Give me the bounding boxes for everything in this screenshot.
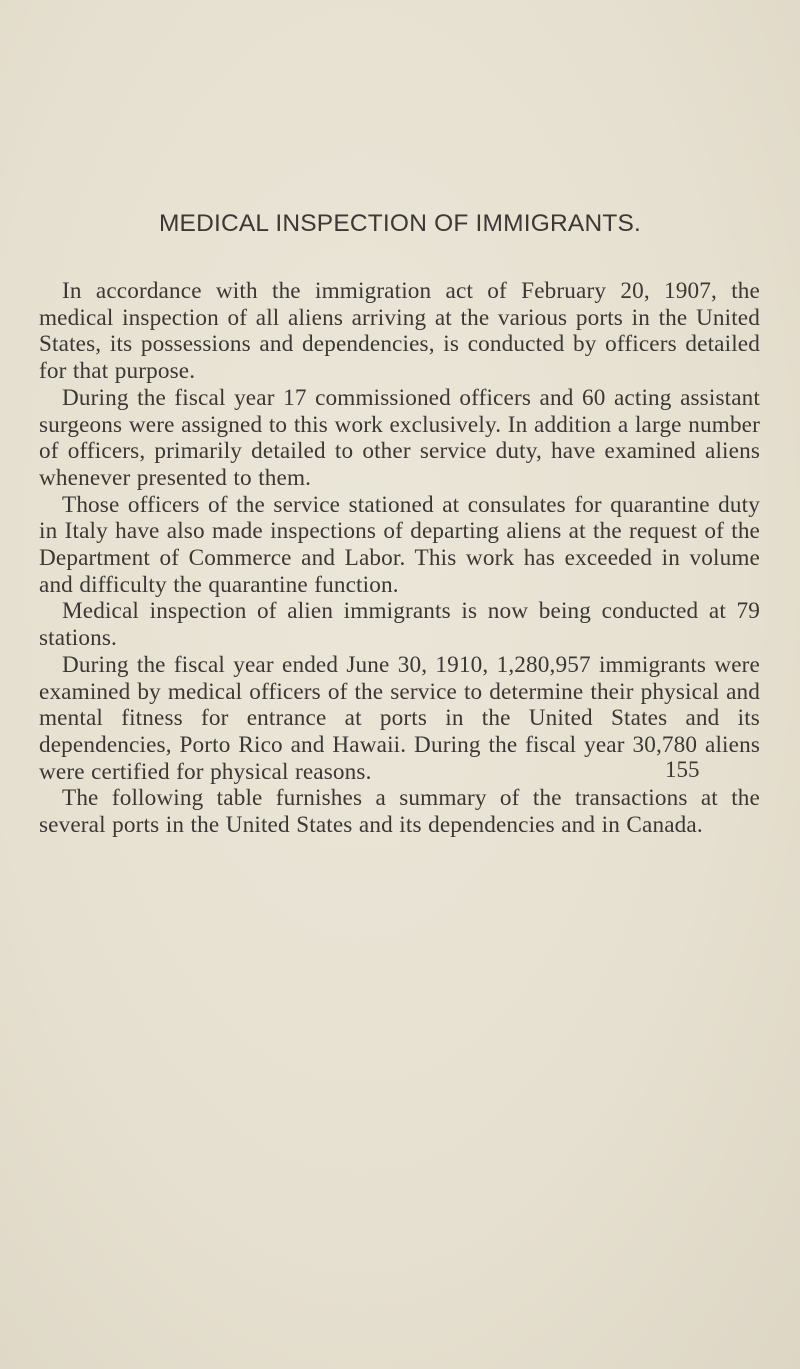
paragraph-italy-consulates: Those officers of the service stationed at consulates for quarantine duty in Italy have also made inspections of departing aliens at the request of the Department of Commerce and Labor. This work has exceeded in volume and difficulty the quarantine function. (39, 491, 760, 598)
page-title: MEDICAL INSPECTION OF IMMIGRANTS. (158, 210, 642, 237)
paragraph-officers-assigned: During the fiscal year 17 commissioned officers and 60 acting assistant surgeons were assigned to this work exclusively. In addition a large number of officers, primarily detailed to other service duty, have examined aliens whenever presented to them. (39, 384, 760, 491)
paragraph-summary-table: The following table furnishes a summary of the transactions at the several ports in the United States and its dependencies and in Canada. (39, 785, 760, 839)
paragraph-fiscal-year-1910: During the fiscal year ended June 30, 1910, 1,280,957 immigrants were examined by medical officers of the service to determine their physical and mental fitness for entrance at ports in the United States and its dependencies, Porto Rico and Hawaii. During the fiscal year 30,780 aliens were certified for physical reasons. (39, 651, 760, 785)
paragraph-stations: Medical inspection of alien immigrants is now being conducted at 79 stations. (39, 598, 760, 652)
paragraph-act-of-1907: In accordance with the immigration act of February 20, 1907, the medical inspection of all aliens arriving at the various ports in the United States, its possessions and dependencies, is conducted by officers detailed for that purpose. (39, 278, 760, 385)
body-text (39, 278, 760, 839)
page-number: 155 (665, 757, 700, 782)
